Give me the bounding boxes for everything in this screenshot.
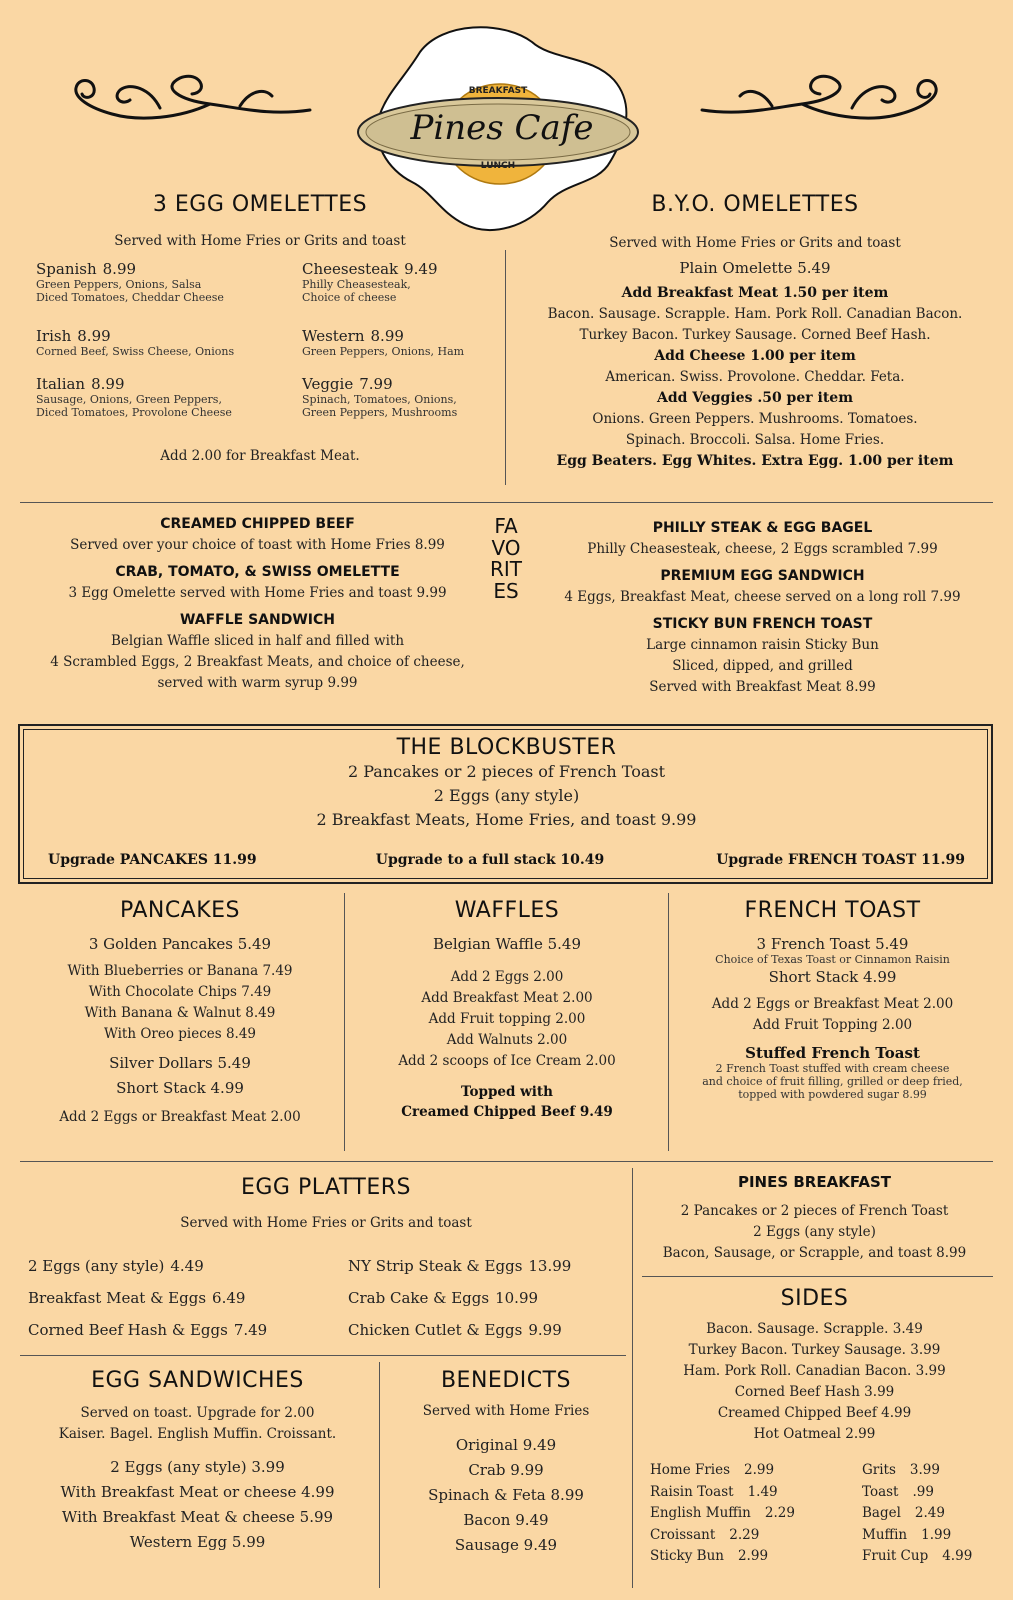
fav-line: Served with Breakfast Meat 8.99 [649,679,876,695]
divider [20,1355,626,1356]
side-item: Fruit Cup 4.99 [862,1548,973,1564]
sandwiches-title: EGG SANDWICHES [91,1368,304,1393]
menu-line: Silver Dollars 5.49 [109,1054,251,1072]
omelettes-title: 3 EGG OMELETTES [152,192,368,217]
favorites-right [525,518,1000,698]
benedicts-section [383,1368,629,1558]
upgrade-pancakes: Upgrade PANCAKES 11.99 [48,852,257,868]
item-price: 8.99 [102,260,137,278]
menu-line: Belgian Waffle 5.49 [432,935,582,953]
fav-title: PHILLY STEAK & EGG BAGEL [652,520,873,536]
sandwiches-subtitle: Served on toast. Upgrade for 2.00 [80,1405,315,1421]
menu-line: With Chocolate Chips 7.49 [88,984,272,1000]
side-item: Toast .99 [862,1483,934,1500]
upgrade-full-stack: Upgrade to a full stack 10.49 [375,852,605,868]
omelette-spanish [36,260,286,304]
item-price: 7.99 [359,375,393,393]
omelette-italian [36,375,286,419]
omelettes-subtitle: Served with Home Fries or Grits and toast [114,233,406,249]
logo-lunch-label: LUNCH [480,161,516,171]
platters-title: EGG PLATTERS [240,1175,411,1200]
menu-line: Add Fruit Topping 2.00 [752,1017,913,1033]
blockbuster-section [20,736,993,832]
pines-breakfast-title: PINES BREAKFAST [737,1173,892,1191]
divider [632,1168,633,1588]
item-desc: Corned Beef, Swiss Cheese, Onions [36,345,235,358]
menu-line: Short Stack 4.99 [116,1079,244,1097]
platter-item: NY Strip Steak & Eggs 13.99 [348,1257,572,1275]
favorites-vertical-label: FAVORITES [490,514,523,603]
fav-line: Sliced, dipped, and grilled [672,658,853,674]
byo-cheese-line: American. Swiss. Provolone. Cheddar. Feta. [605,369,905,385]
blockbuster-line: 2 Breakfast Meats, Home Fries, and toast 9.99 [316,810,697,829]
byo-title: B.Y.O. OMELETTES [651,192,859,217]
fav-line: 3 Egg Omelette served with Home Fries and toast 9.99 [68,585,447,601]
fav-title: CREAMED CHIPPED BEEF [160,516,355,532]
item-name: Irish [36,327,72,345]
pines-breakfast-section [636,1172,993,1264]
omelette-western [302,327,497,358]
waffles-topped-item: Creamed Chipped Beef 9.49 [401,1104,613,1120]
item-desc: Spinach, Tomatoes, Onions, Green Peppers, Mushrooms [302,393,458,419]
menu-line: Turkey Bacon. Turkey Sausage. 3.99 [688,1342,941,1358]
item-name: Western [302,327,365,345]
sides-title: SIDES [780,1286,849,1311]
omelette-cheesesteak [302,260,497,304]
menu-subline: 2 French Toast stuffed with cream cheese [715,1062,950,1075]
sandwiches-section [20,1368,375,1555]
sides-section [636,1288,993,1445]
french-toast-section [672,898,993,1101]
item-name: Italian [36,375,86,393]
menu-line: 3 French Toast 5.49 [756,935,909,953]
fav-line: served with warm syrup 9.99 [157,675,358,691]
fav-line: 4 Scrambled Eggs, 2 Breakfast Meats, and choice of cheese, [50,654,465,670]
divider [344,893,345,1151]
item-price: 9.49 [404,260,438,278]
menu-line: 3 Golden Pancakes 5.49 [88,935,272,953]
divider [505,250,506,485]
pancakes-section [20,898,340,1125]
side-item: English Muffin 2.29 [650,1505,795,1521]
byo-cheese-heading: Add Cheese 1.00 per item [654,348,856,364]
byo-veggies-line: Spinach. Broccoli. Salsa. Home Fries. [625,432,885,448]
sides-left-list [650,1460,840,1568]
blockbuster-line: 2 Eggs (any style) [433,786,580,805]
item-price: 8.99 [77,327,111,345]
menu-line: With Oreo pieces 8.49 [103,1026,257,1042]
byo-extra: Egg Beaters. Egg Whites. Extra Egg. 1.00 per item [556,453,954,469]
logo-breakfast-label: BREAKFAST [468,86,528,96]
menu-line: Crab 9.99 [468,1461,544,1479]
side-item: Grits 3.99 [862,1462,940,1478]
item-name: Cheesesteak [302,260,399,278]
side-item: Croissant 2.29 [650,1526,760,1543]
byo-meat-heading: Add Breakfast Meat 1.50 per item [621,285,889,301]
omelettes-note: Add 2.00 for Breakfast Meat. [160,448,360,464]
omelette-veggie [302,375,497,419]
menu-subline: and choice of fruit filling, grilled or deep fried, [702,1075,963,1088]
item-desc: Green Peppers, Onions, Ham [302,345,465,358]
platters-left [28,1250,298,1346]
menu-line: Add 2 Eggs 2.00 [450,969,564,985]
menu-line: Bacon 9.49 [463,1511,549,1529]
sandwiches-subtitle: Kaiser. Bagel. English Muffin. Croissant. [58,1426,337,1442]
fav-title: CRAB, TOMATO, & SWISS OMELETTE [115,564,400,580]
item-name: Veggie [302,375,354,393]
menu-line: Original 9.49 [455,1436,557,1454]
divider [668,893,669,1151]
menu-line: Bacon. Sausage. Scrapple. 3.49 [706,1321,923,1337]
right-scroll-ornament [692,68,952,138]
sides-right-list [862,1460,992,1568]
divider [20,1161,993,1162]
divider [642,1276,993,1277]
menu-line: Short Stack 4.99 [768,968,897,986]
menu-line: Hot Oatmeal 2.99 [753,1426,876,1442]
fav-title: WAFFLE SANDWICH [179,612,336,628]
byo-veggies-line: Onions. Green Peppers. Mushrooms. Tomatoes. [592,411,918,427]
waffles-topped-label: Topped with [461,1084,553,1100]
logo-name: Pines Cafe [410,108,594,148]
side-item: Raisin Toast 1.49 [650,1483,778,1500]
menu-line: With Breakfast Meat or cheese 4.99 [60,1483,335,1501]
menu-line: Western Egg 5.99 [129,1533,266,1551]
fav-title: PREMIUM EGG SANDWICH [660,568,865,584]
menu-line: With Banana & Walnut 8.49 [84,1005,276,1021]
item-desc: Green Peppers, Onions, Salsa Diced Tomatoes, Cheddar Cheese [36,278,224,304]
favorites-left [20,514,495,694]
menu-line: Add 2 scoops of Ice Cream 2.00 [398,1053,616,1069]
menu-line: Bacon, Sausage, or Scrapple, and toast 8.99 [662,1245,967,1261]
item-desc: Philly Cheasesteak, Choice of cheese [302,278,411,304]
menu-line: Add Breakfast Meat 2.00 [421,990,593,1006]
pancakes-title: PANCAKES [119,898,241,923]
blockbuster-line: 2 Pancakes or 2 pieces of French Toast [347,762,666,781]
fav-title: STICKY BUN FRENCH TOAST [652,616,873,632]
byo-veggies-heading: Add Veggies .50 per item [656,390,854,406]
omelette-irish [36,327,286,358]
byo-plain: Plain Omelette 5.49 [679,259,831,277]
menu-line: Creamed Chipped Beef 4.99 [717,1405,912,1421]
waffles-title: WAFFLES [454,898,560,923]
platter-item: Corned Beef Hash & Eggs 7.49 [28,1321,268,1339]
menu-line: Ham. Pork Roll. Canadian Bacon. 3.99 [683,1363,946,1379]
fav-line: Belgian Waffle sliced in half and filled with [110,633,405,649]
menu-line: 2 Pancakes or 2 pieces of French Toast [680,1203,949,1219]
item-price: 8.99 [91,375,125,393]
menu-subline: Choice of Texas Toast or Cinnamon Raisin [715,953,950,966]
stuffed-french-toast-title: Stuffed French Toast [745,1044,920,1062]
menu-line: Sausage 9.49 [454,1536,558,1554]
left-scroll-ornament [60,68,320,138]
fav-line: Large cinnamon raisin Sticky Bun [646,637,879,653]
platters-right [348,1250,628,1346]
side-item: Bagel 2.49 [862,1505,945,1521]
menu-subline: topped with powdered sugar 8.99 [738,1088,927,1101]
item-price: 8.99 [370,327,404,345]
menu-line: Add Fruit topping 2.00 [428,1011,586,1027]
fav-line: Served over your choice of toast with Home Fries 8.99 [70,537,445,553]
side-item: Sticky Bun 2.99 [650,1548,769,1564]
menu-line: Add 2 Eggs or Breakfast Meat 2.00 [711,996,954,1012]
menu-line: With Blueberries or Banana 7.49 [67,963,293,979]
menu-line: 2 Eggs (any style) [753,1224,876,1240]
menu-line: 2 Eggs (any style) 3.99 [110,1458,285,1476]
menu-line: Corned Beef Hash 3.99 [734,1384,895,1400]
fav-line: 4 Eggs, Breakfast Meat, cheese served on a long roll 7.99 [564,589,961,605]
menu-line: Add 2 Eggs or Breakfast Meat 2.00 [59,1109,301,1125]
item-desc: Sausage, Onions, Green Peppers, Diced Tomatoes, Provolone Cheese [36,393,232,419]
upgrade-french-toast: Upgrade FRENCH TOAST 11.99 [716,852,965,868]
menu-line: Spinach & Feta 8.99 [428,1486,584,1504]
menu-line: With Breakfast Meat & cheese 5.99 [61,1508,334,1526]
byo-meat-line: Turkey Bacon. Turkey Sausage. Corned Beef Hash. [579,327,931,343]
divider [20,502,993,503]
item-name: Spanish [36,260,97,278]
side-item: Muffin 1.99 [862,1526,952,1543]
byo-section [510,233,1000,472]
blockbuster-title: THE BLOCKBUSTER [396,735,617,760]
waffles-section [348,898,666,1120]
benedicts-subtitle: Served with Home Fries [422,1403,590,1419]
fav-line: Philly Cheasesteak, cheese, 2 Eggs scrambled 7.99 [587,541,938,557]
menu-line: Add Walnuts 2.00 [446,1032,568,1048]
platter-item: Breakfast Meat & Eggs 6.49 [28,1289,246,1307]
platter-item: 2 Eggs (any style) 4.49 [28,1257,204,1275]
platter-item: Chicken Cutlet & Eggs 9.99 [348,1321,562,1339]
divider [379,1362,380,1588]
side-item: Home Fries 2.99 [650,1462,775,1478]
french-toast-title: FRENCH TOAST [744,898,921,923]
byo-meat-line: Bacon. Sausage. Scrapple. Ham. Pork Roll. Canadian Bacon. [547,306,963,322]
platters-subtitle: Served with Home Fries or Grits and toast [180,1215,472,1231]
byo-subtitle: Served with Home Fries or Grits and toast [609,235,901,251]
platter-item: Crab Cake & Eggs 10.99 [348,1289,539,1307]
benedicts-title: BENEDICTS [440,1368,572,1393]
